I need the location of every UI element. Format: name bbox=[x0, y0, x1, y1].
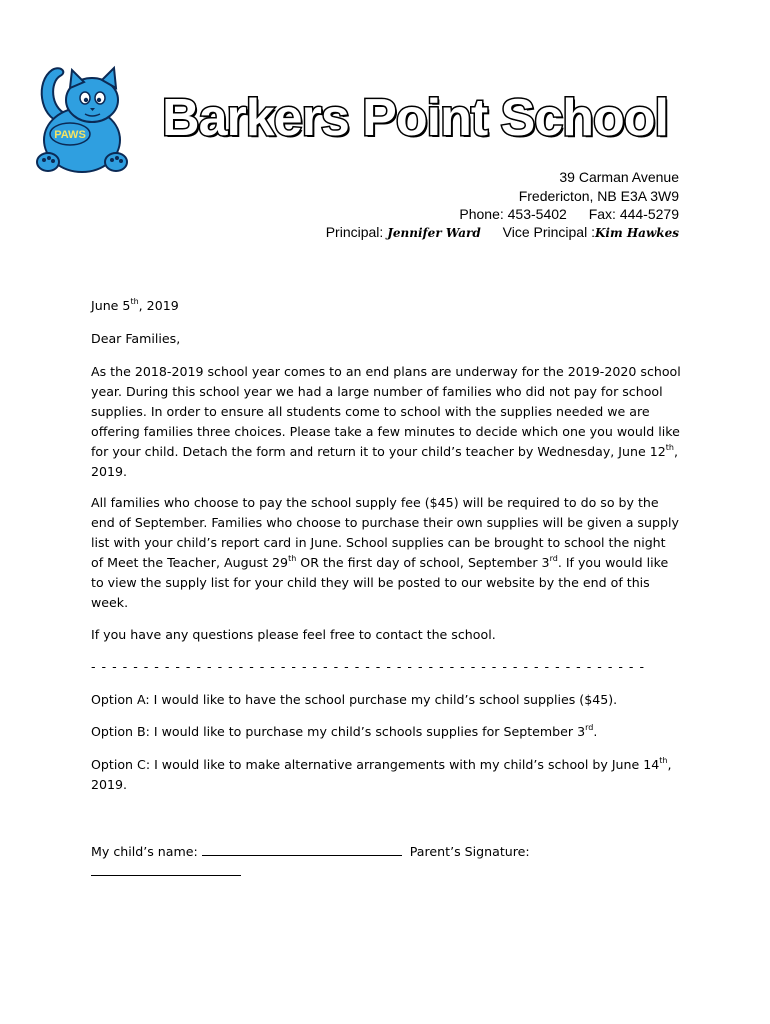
option-b: Option B: I would like to purchase my child’s schools supplies for September 3rd. bbox=[91, 722, 598, 739]
fax-label: Fax: bbox=[588, 206, 616, 222]
option-a: Option A: I would like to have the school purchase my child’s school supplies ($45). bbox=[91, 692, 618, 707]
parent-signature-field[interactable] bbox=[91, 863, 241, 876]
signature-fields bbox=[91, 842, 681, 882]
child-name-field[interactable] bbox=[202, 843, 402, 856]
cat-mascot-icon bbox=[30, 62, 130, 180]
fax-number: 444-5279 bbox=[619, 206, 679, 222]
paragraph-2: All families who choose to pay the school supply fee ($45) will be required to do so by the end of September. Families who choose to purchase their own supplies will be given a supply list with your child’s report card in June. School supplies can be brought to school the night of Meet the Teacher, August 29th OR the first day of school, September 3rd. If you would like to view the supply list for your child they will be posted to our website by the end of this week. bbox=[91, 495, 679, 610]
school-logo bbox=[30, 62, 130, 180]
address-line-1: 39 Carman Avenue bbox=[559, 169, 679, 185]
vice-principal-label: Vice Principal : bbox=[502, 224, 595, 240]
vice-principal-name: Kim Hawkes bbox=[594, 226, 679, 240]
child-name-label: My child’s name: bbox=[91, 844, 198, 859]
principal-label: Principal: bbox=[325, 224, 384, 240]
svg-text:PAWS: PAWS bbox=[54, 129, 86, 141]
paragraph-3: If you have any questions please feel free to contact the school. bbox=[91, 627, 496, 642]
phone-fax-line bbox=[179, 205, 679, 224]
paragraph-1: As the 2018-2019 school year comes to an end plans are underway for the 2019-2020 school year. During this school year we had a large number of families who did not pay for school supplies. In order to ensure all students come to school with the supplies needed we are offering families three choices. Please take a few minutes to decide which one you would like for your child. Detach the form and return it to your child’s teacher by Wednesday, June 12th, 2019. bbox=[91, 364, 681, 479]
detach-line: - - - - - - - - - - - - - - - - - - - - - - - - - - - - - - - - - - - - - - - - - - - - - - - - - - - - - bbox=[91, 659, 646, 674]
principal-line bbox=[179, 223, 679, 243]
letter-date: June 5th, 2019 bbox=[91, 296, 179, 313]
option-c: Option C: I would like to make alternative arrangements with my child’s school by June 14th, 2019. bbox=[91, 755, 672, 792]
school-name: Barkers Point School bbox=[162, 89, 668, 147]
address-line-2: Fredericton, NB E3A 3W9 bbox=[518, 188, 679, 204]
principal-name: Jennifer Ward bbox=[387, 226, 481, 240]
letter-greeting: Dear Families, bbox=[91, 331, 181, 346]
parent-signature-label: Parent’s Signature: bbox=[409, 844, 530, 859]
phone-number: 453-5402 bbox=[507, 206, 567, 222]
phone-label: Phone: bbox=[459, 206, 504, 222]
